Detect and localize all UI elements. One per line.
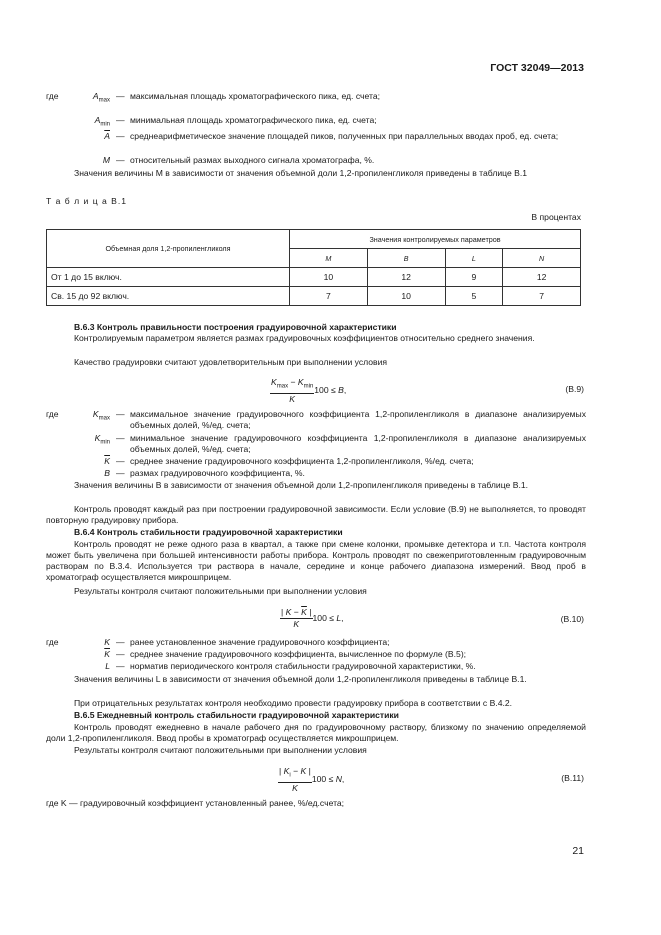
- definition-where: где: [46, 637, 59, 647]
- table-sub-header: M: [290, 249, 368, 268]
- definition-symbol: M: [102, 155, 110, 165]
- paragraph: Результаты контроля считают положительными при выполнении условия: [74, 586, 367, 596]
- definition-text: минимальная площадь хроматографического пика, ед. счета;: [130, 115, 377, 125]
- definition-symbol: $\overline{K}$: [104, 649, 110, 659]
- formula-label-b9: (В.9): [565, 384, 584, 394]
- definition-text: размах градуировочного коэффициента, %.: [130, 468, 305, 478]
- definition-text: максимальное значение градуировочного коэффициента 1,2-пропиленгликоля в диапазоне анализируемых объемных долей, %/ед. счета;: [130, 409, 586, 430]
- definition-symbol: $A_{min}$: [94, 115, 110, 128]
- paragraph: Контроль проводят ежедневно в начале рабочего дня по градуировочному раствору, близкому по значению определяемой доли 1,2-пропиленгликоля. Ввод пробы в хроматограф осуществляется микрошприцем.: [46, 722, 586, 743]
- paragraph: Значения величины L в зависимости от значения объемной доли 1,2-пропиленгликоля приведены в таблице В.1.: [74, 674, 527, 684]
- table-cell: 5: [445, 287, 503, 306]
- formula-b9: $\frac{K_{max} - K_{min}}{K}$ 100 ≤ B,: [271, 377, 347, 404]
- definition-where: где: [46, 91, 59, 101]
- section-title-b63: В.6.3 Контроль правильности построения градуировочной характеристики: [74, 322, 397, 332]
- definition-dash: —: [116, 433, 125, 443]
- table-cell: 7: [290, 287, 368, 306]
- definition-dash: —: [116, 649, 125, 659]
- definition-text: максимальная площадь хроматографического пика, ед. счета;: [130, 91, 381, 101]
- paragraph: где K — градуировочный коэффициент установленный ранее, %/ед.счета;: [46, 798, 345, 808]
- formula-label-b10: (В.10): [560, 614, 584, 624]
- table-cell: 10: [367, 287, 445, 306]
- definition-dash: —: [116, 637, 125, 647]
- definition-symbol: K: [104, 637, 110, 647]
- definition-text: относительный размах выходного сигнала хроматографа, %.: [130, 155, 375, 165]
- definition-text: ранее установленное значение градуировочного коэффициента;: [130, 637, 390, 647]
- table-cell: 9: [445, 268, 503, 287]
- document-header: ГОСТ 32049—2013: [490, 62, 584, 74]
- table-cell: 7: [503, 287, 581, 306]
- definition-dash: —: [116, 661, 125, 671]
- formula-b11: $\frac{| K_i - K |}{K}$ 100 ≤ N,: [279, 766, 345, 793]
- definition-symbol: $K_{max}$: [92, 409, 110, 422]
- table-cell: 12: [367, 268, 445, 287]
- definition-dash: —: [116, 91, 125, 101]
- definition-text: среднее значение градуировочного коэффициента, вычисленное по формуле (В.5);: [130, 649, 467, 659]
- table-sub-header: N: [503, 249, 581, 268]
- paragraph: Контроль проводят не реже одного раза в квартал, а также при смене колонки, промывке детектора и т.п. Частота контроля может быть увеличена при большей интенсивности работы прибора. Контроль проводят по свежеприготовленным градуировочным растворам по В.3.4. Используется три раствора в начале, середине и конце рабочего диапазона измерений. Ввод проб в хроматограф осуществляется микрошприцем.: [46, 539, 586, 582]
- page-number: 21: [572, 845, 584, 857]
- section-title-b65: В.6.5 Ежедневный контроль стабильности градуировочной характеристики: [74, 710, 399, 720]
- paragraph: Значения величины B в зависимости от значения объемной доли 1,2-пропиленгликоля приведены в таблице В.1.: [74, 480, 529, 490]
- table-row-label: Св. 15 до 92 включ.: [47, 287, 290, 306]
- definition-dash: —: [116, 155, 125, 165]
- definition-symbol: B: [104, 468, 110, 478]
- paragraph: При отрицательных результатах контроля необходимо провести градуировку прибора в соответствии с В.4.2.: [74, 698, 513, 708]
- table-sub-header: L: [445, 249, 503, 268]
- table-row-label: От 1 до 15 включ.: [47, 268, 290, 287]
- definition-text: минимальное значение градуировочного коэффициента 1,2-пропиленгликоля в диапазоне анализируемых объемных долей, %/ед. счета;: [130, 433, 586, 454]
- definition-text: среднеарифметическое значение площадей пиков, полученных при параллельных вводах проб, ед. счета;: [130, 131, 559, 141]
- definition-where: где: [46, 409, 59, 419]
- definition-dash: —: [116, 456, 125, 466]
- data-table: [46, 229, 581, 306]
- definition-dash: —: [116, 115, 125, 125]
- definition-dash: —: [116, 468, 125, 478]
- definition-dash: —: [116, 409, 125, 419]
- paragraph: Результаты контроля считают положительными при выполнении условия: [74, 745, 367, 755]
- definition-symbol: $K_{min}$: [94, 433, 110, 446]
- definition-symbol: $\overline{K}$: [104, 456, 110, 466]
- table-cell: 10: [290, 268, 368, 287]
- definition-text: норматив периодического контроля стабильности градуировочной характеристики, %.: [130, 661, 476, 671]
- table-caption: Т а б л и ц а В.1: [46, 196, 128, 206]
- formula-label-b11: (В.11): [561, 773, 584, 783]
- paragraph: Значения величины M в зависимости от значения объемной доли 1,2-пропиленгликоля приведены в таблице В.1: [74, 168, 528, 178]
- definition-symbol: $A_{max}$: [92, 91, 110, 104]
- paragraph: Контролируемым параметром является размах градуировочных коэффициентов относительно среднего значения.: [74, 333, 535, 343]
- formula-b10: $\frac{| K - \overline{K} |}{K}$ 100 ≤ L,: [281, 607, 344, 629]
- table-sub-header: B: [367, 249, 445, 268]
- paragraph: Контроль проводят каждый раз при построении градуировочной зависимости. Если условие (В.9) не выполняется, то проводят повторную градуировку прибора.: [46, 504, 586, 525]
- definition-dash: —: [116, 131, 125, 141]
- table-cell: 12: [503, 268, 581, 287]
- definition-text: среднее значение градуировочного коэффициента 1,2-пропиленгликоля, %/ед. счета;: [130, 456, 474, 466]
- definition-symbol: $\overline{A}$: [104, 131, 110, 141]
- table-group-header: Значения контролируемых параметров: [290, 230, 581, 249]
- section-title-b64: В.6.4 Контроль стабильности градуировочной характеристики: [74, 527, 343, 537]
- table-col-header: Объемная доля 1,2-пропиленгликоля: [47, 230, 290, 268]
- table-units: В процентах: [531, 212, 581, 222]
- paragraph: Качество градуировки считают удовлетворительным при выполнении условия: [74, 357, 388, 367]
- definition-symbol: L: [105, 661, 110, 671]
